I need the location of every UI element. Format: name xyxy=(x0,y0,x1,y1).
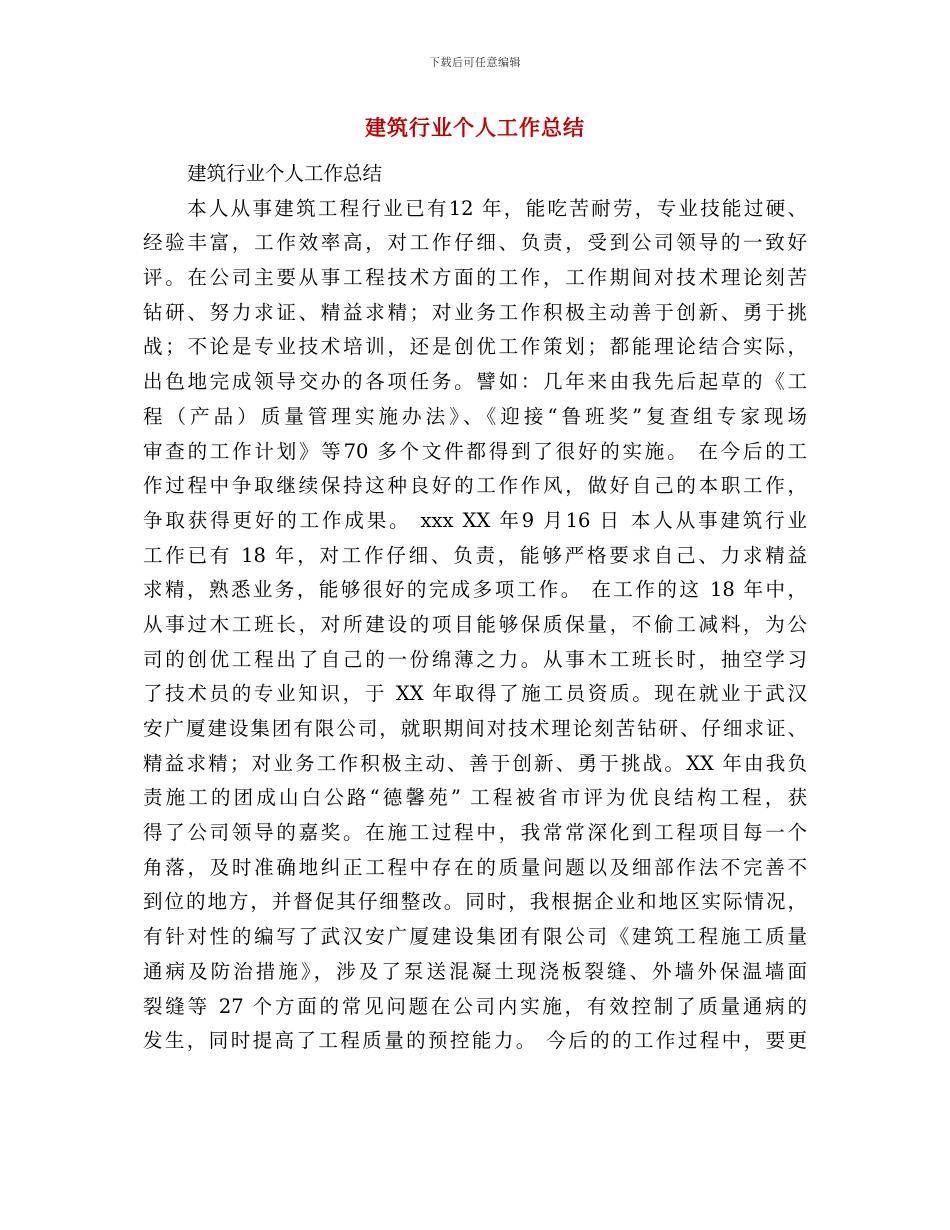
body-line: 作过程中争取继续保持这种良好的工作作风，做好自己的本职工作， xyxy=(143,474,807,498)
body-line: 本人从事建筑工程行业已有12 年，能吃苦耐劳，专业技能过硬、 xyxy=(187,196,807,220)
body-line: 求精，熟悉业务，能够很好的完成多项工作。 在工作的这 18 年中， xyxy=(143,578,807,602)
body-line: 工作已有 18 年，对工作仔细、负责，能够严格要求自己、力求精益 xyxy=(143,543,807,567)
body-line: 通病及防治措施》，涉及了泵送混凝土现浇板裂缝、外墙外保温墙面 xyxy=(143,959,807,983)
body-line: 争取获得更好的工作成果。 xxx XX 年9 月16 日 本人从事建筑行业 xyxy=(143,508,807,532)
body-line: 从事过木工班长，对所建设的项目能够保质保量，不偷工减料，为公 xyxy=(143,612,807,636)
body-line: 安广厦建设集团有限公司，就职期间对技术理论刻苦钻研、仔细求证、 xyxy=(143,717,807,740)
body-line: 程（产品）质量管理实施办法》、《迎接“鲁班奖”复查组专家现场 xyxy=(143,404,807,428)
body-line: 裂缝等 27 个方面的常见问题在公司内实施，有效控制了质量通病的 xyxy=(143,994,807,1018)
body-line: 司的创优工程出了自己的一份绵薄之力。从事木工班长时，抽空学习 xyxy=(143,647,807,671)
body-line: 有针对性的编写了武汉安广厦建设集团有限公司《建筑工程施工质量 xyxy=(143,925,807,949)
body-line: 审查的工作计划》等70 多个文件都得到了很好的实施。 在今后的工 xyxy=(143,439,807,463)
document-title: 建筑行业个人工作总结 xyxy=(365,116,585,140)
body-line: 角落，及时准确地纠正工程中存在的质量问题以及细部作法不完善不 xyxy=(143,855,807,879)
body-line: 经验丰富，工作效率高，对工作仔细、负责，受到公司领导的一致好 xyxy=(143,231,807,255)
body-line: 得了公司领导的嘉奖。在施工过程中，我常常深化到工程项目每一个 xyxy=(143,821,807,845)
body-line: 出色地完成领导交办的各项任务。譬如：几年来由我先后起草的《工 xyxy=(143,370,807,394)
body-line: 到位的地方，并督促其仔细整改。同时，我根据企业和地区实际情况， xyxy=(143,890,807,914)
body-line: 评。在公司主要从事工程技术方面的工作，工作期间对技术理论刻苦 xyxy=(143,266,807,290)
body-line: 战；不论是专业技术培训，还是创优工作策划；都能理论结合实际， xyxy=(143,335,807,359)
document-body xyxy=(143,157,807,1059)
body-line: 钻研、努力求证、精益求精；对业务工作积极主动善于创新、勇于挑 xyxy=(143,300,807,324)
body-line: 发生，同时提高了工程质量的预控能力。 今后的的工作过程中，要更 xyxy=(143,1029,807,1053)
body-line: 精益求精；对业务工作积极主动、善于创新、勇于挑战。XX 年由我负 xyxy=(143,751,807,775)
body-subtitle: 建筑行业个人工作总结 xyxy=(187,162,383,185)
body-line: 责施工的团成山白公路“德馨苑” 工程被省市评为优良结构工程，获 xyxy=(143,786,807,810)
header-note: 下载后可任意编辑 xyxy=(429,56,521,69)
body-line: 了技术员的专业知识，于 XX 年取得了施工员资质。现在就业于武汉 xyxy=(143,682,807,706)
